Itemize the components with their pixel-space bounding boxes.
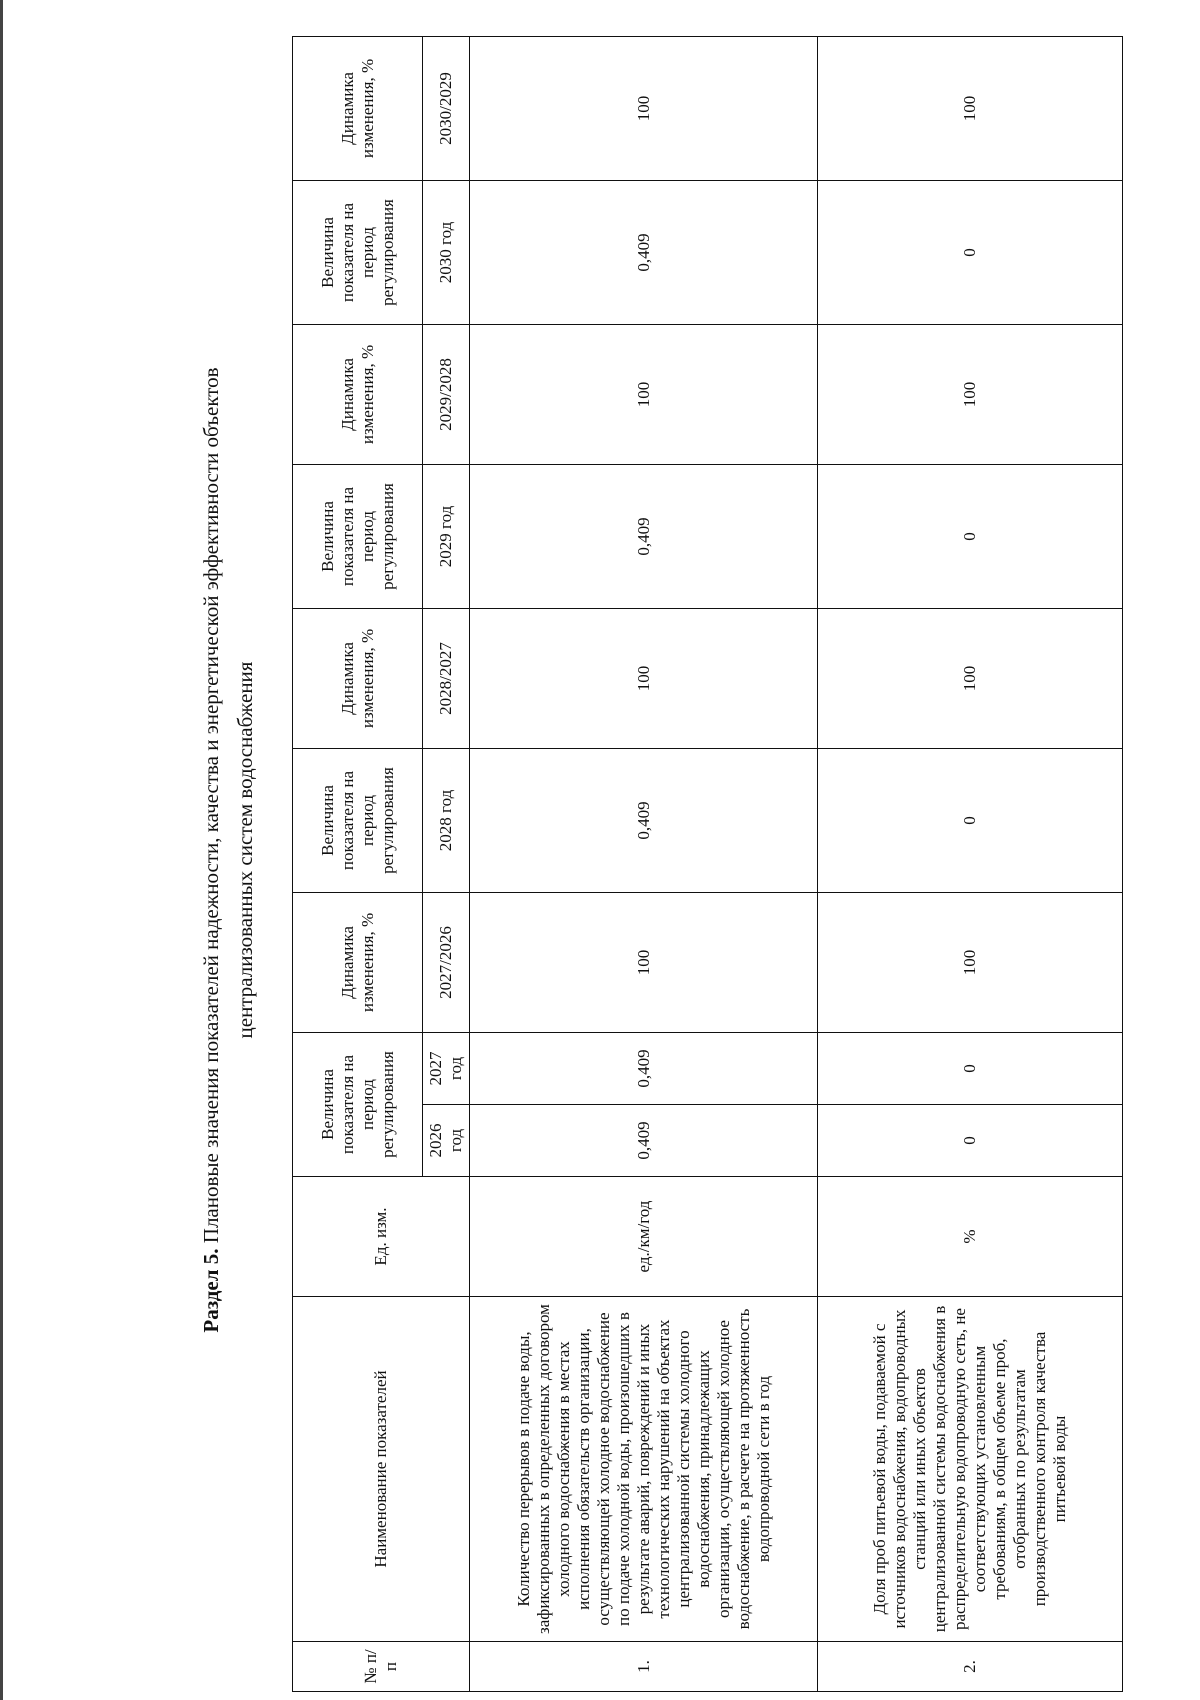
row-number: 2. xyxy=(818,1642,1123,1692)
subheader-2028: 2028 год xyxy=(423,748,470,892)
table-row xyxy=(470,36,818,1691)
value-2028: 0,409 xyxy=(470,748,818,892)
indicator-name: Количество перерывов в подаче воды, зафиксированных в определенных договором холодного водоснабжения в местах исполнения обязательств организации, осуществляющей холодное водоснабжение по подаче холодной воды, произошедших в результате аварий, повреждений и иных технологических нарушений на объектах централизованной системы холодного водоснабжения, принадлежащих организации, осуществляющей холодное водоснабжение, в расчете на протяженность водопроводной сети в год xyxy=(470,1297,818,1642)
unit-cell: % xyxy=(818,1177,1123,1297)
value-2029: 0,409 xyxy=(470,464,818,608)
dynamics-2028-2027: 100 xyxy=(470,608,818,748)
dynamics-2029-2028: 100 xyxy=(470,324,818,464)
dynamics-2029-2028: 100 xyxy=(818,324,1123,464)
header-dynamics-2027: Динамика изменения, % xyxy=(293,892,423,1032)
title-section-number: Раздел 5. xyxy=(199,1248,223,1333)
subheader-2030: 2030 год xyxy=(423,180,470,324)
dynamics-2030-2029: 100 xyxy=(470,36,818,180)
header-dynamics-2029: Динамика изменения, % xyxy=(293,324,423,464)
unit-cell: ед./км/год xyxy=(470,1177,818,1297)
subheader-2029: 2029 год xyxy=(423,464,470,608)
subheader-2027-2026: 2027/2026 xyxy=(423,892,470,1032)
row-number: 1. xyxy=(470,1642,818,1692)
title-line-1 xyxy=(194,0,228,1700)
section-title xyxy=(194,0,262,1700)
dynamics-2028-2027: 100 xyxy=(818,608,1123,748)
header-dynamics-2030: Динамика изменения, % xyxy=(293,36,423,180)
header-value-2029: Величина показателя на период регулирования xyxy=(293,464,423,608)
subheader-2028-2027: 2028/2027 xyxy=(423,608,470,748)
indicators-table xyxy=(292,36,1123,1692)
table-row xyxy=(818,36,1123,1691)
header-unit: Ед. изм. xyxy=(293,1177,470,1297)
subheader-2029-2028: 2029/2028 xyxy=(423,324,470,464)
value-2026: 0,409 xyxy=(470,1105,818,1177)
subheader-2027: 2027 год xyxy=(423,1032,470,1104)
title-line-2: централизованных систем водоснабжения xyxy=(233,661,257,1039)
header-value-2026-2027: Величина показателя на период регулирования xyxy=(293,1032,423,1176)
header-value-2030: Величина показателя на период регулирования xyxy=(293,180,423,324)
indicator-name: Доля проб питьевой воды, подаваемой с источников водоснабжения, водопроводных станций или иных объектов централизованной системы водоснабжения в распределительную водопроводную сеть, не соответствующих установленным требованиям, в общем объеме проб, отобранных по результатам производственного контроля качества питьевой воды xyxy=(818,1297,1123,1642)
dynamics-2030-2029: 100 xyxy=(818,36,1123,180)
value-2028: 0 xyxy=(818,748,1123,892)
value-2027: 0 xyxy=(818,1032,1123,1104)
subheader-2026: 2026 год xyxy=(423,1105,470,1177)
header-num: № п/п xyxy=(293,1642,470,1692)
dynamics-2027-2026: 100 xyxy=(470,892,818,1032)
value-2026: 0 xyxy=(818,1105,1123,1177)
header-name: Наименование показателей xyxy=(293,1297,470,1642)
title-line-1-text: Плановые значения показателей надежности, качества и энергетической эффективности объектов xyxy=(199,367,223,1249)
value-2030: 0,409 xyxy=(470,180,818,324)
header-dynamics-2028: Динамика изменения, % xyxy=(293,608,423,748)
dynamics-2027-2026: 100 xyxy=(818,892,1123,1032)
header-value-2028: Величина показателя на период регулирования xyxy=(293,748,423,892)
subheader-2030-2029: 2030/2029 xyxy=(423,36,470,180)
value-2029: 0 xyxy=(818,464,1123,608)
value-2030: 0 xyxy=(818,180,1123,324)
value-2027: 0,409 xyxy=(470,1032,818,1104)
header-row xyxy=(293,36,423,1691)
